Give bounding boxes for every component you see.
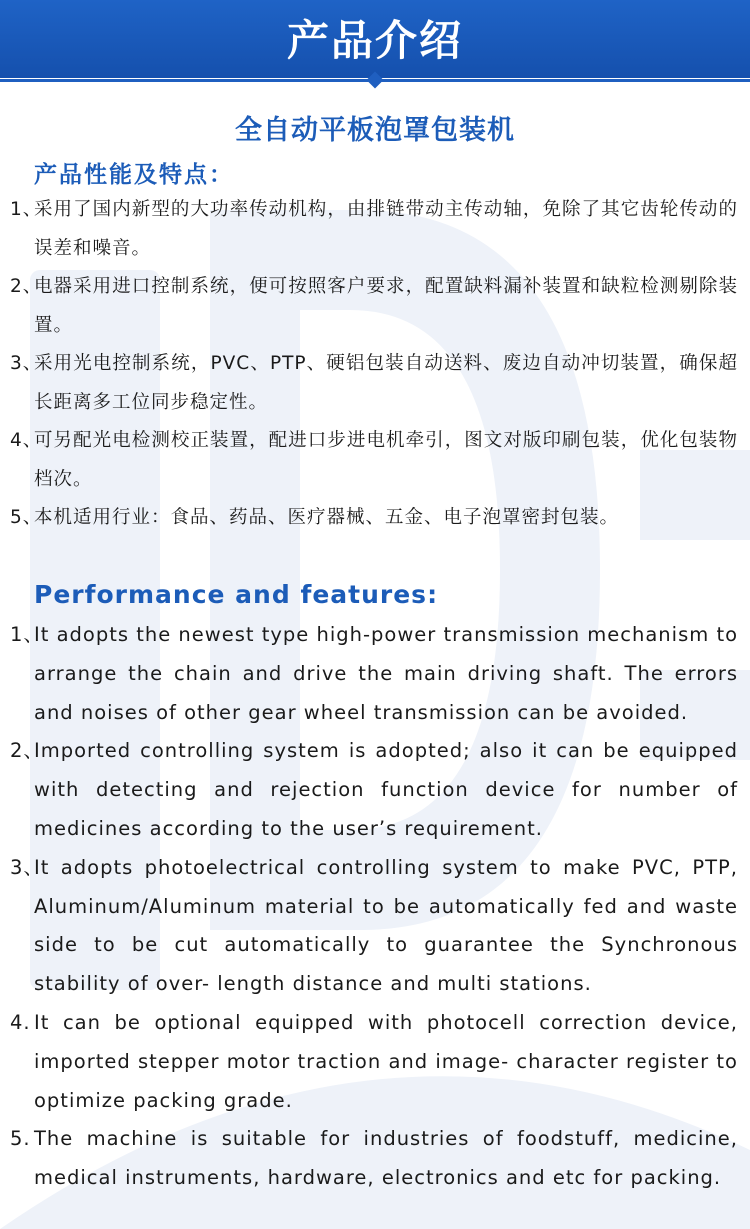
item-number: 4. [10,1010,31,1034]
item-number: 2、 [10,276,43,297]
list-item [10,422,738,499]
cn-features-heading: 产品性能及特点： [34,162,234,188]
list-item [10,1120,738,1198]
item-number: 4、 [10,430,43,451]
list-item [10,499,738,538]
en-feature-list [10,616,738,1198]
list-item [10,191,738,268]
item-text: 电器采用进口控制系统，便可按照客户要求，配置缺料漏补装置和缺粒检测剔除装置。 [34,276,738,336]
item-number: 1、 [10,623,44,646]
product-title: 全自动平板泡罩包装机 [235,115,515,146]
list-item [10,732,738,848]
item-text: It can be optional equipped with photocell correction device, imported stepper motor traction and image- character register to optimize packing grade. [34,1010,738,1112]
item-text: 采用光电控制系统，PVC、PTP、硬铝包装自动送料、废边自动冲切装置，确保超长距离多工位同步稳定性。 [34,353,738,413]
header-banner [0,0,750,78]
item-number: 5、 [10,507,43,528]
banner-title: 产品介绍 [286,16,463,65]
item-number: 5. [10,1127,31,1151]
item-text: 采用了国内新型的大功率传动机构，由排链带动主传动轴，免除了其它齿轮传动的误差和噪音。 [34,199,738,259]
item-text: Imported controlling system is adopted; also it can be equipped with detecting and rejection function device for number of medicines according to the user’s requirement. [34,739,738,840]
cn-feature-list [10,191,738,538]
list-item [10,616,738,732]
list-item [10,345,738,422]
item-text: 本机适用行业：食品、药品、医疗器械、五金、电子泡罩密封包装。 [34,507,620,528]
item-text: 可另配光电检测校正装置，配进口步进电机牵引，图文对版印刷包装，优化包装物档次。 [34,430,738,490]
list-item [10,268,738,345]
item-text: The machine is suitable for industries of foodstuff, medicine, medical instruments, hardware, electronics and etc for packing. [34,1127,738,1190]
item-number: 3、 [10,353,43,374]
item-number: 1、 [10,199,43,220]
item-text: It adopts the newest type high-power transmission mechanism to arrange the chain and drive the main driving shaft. The errors and noises of other gear wheel transmission can be avoided. [34,623,739,724]
item-number: 2、 [10,739,44,763]
list-item [10,1004,738,1120]
item-number: 3、 [10,855,44,879]
en-features-heading: Performance and features: [34,580,439,609]
list-item [10,849,738,1004]
item-text: It adopts photoelectrical controlling system to make PVC, PTP, Aluminum/Aluminum material to be automatically fed and waste side to be cut automatically to guarantee the Synchronous stability of over- length distance and multi stations. [34,855,738,996]
